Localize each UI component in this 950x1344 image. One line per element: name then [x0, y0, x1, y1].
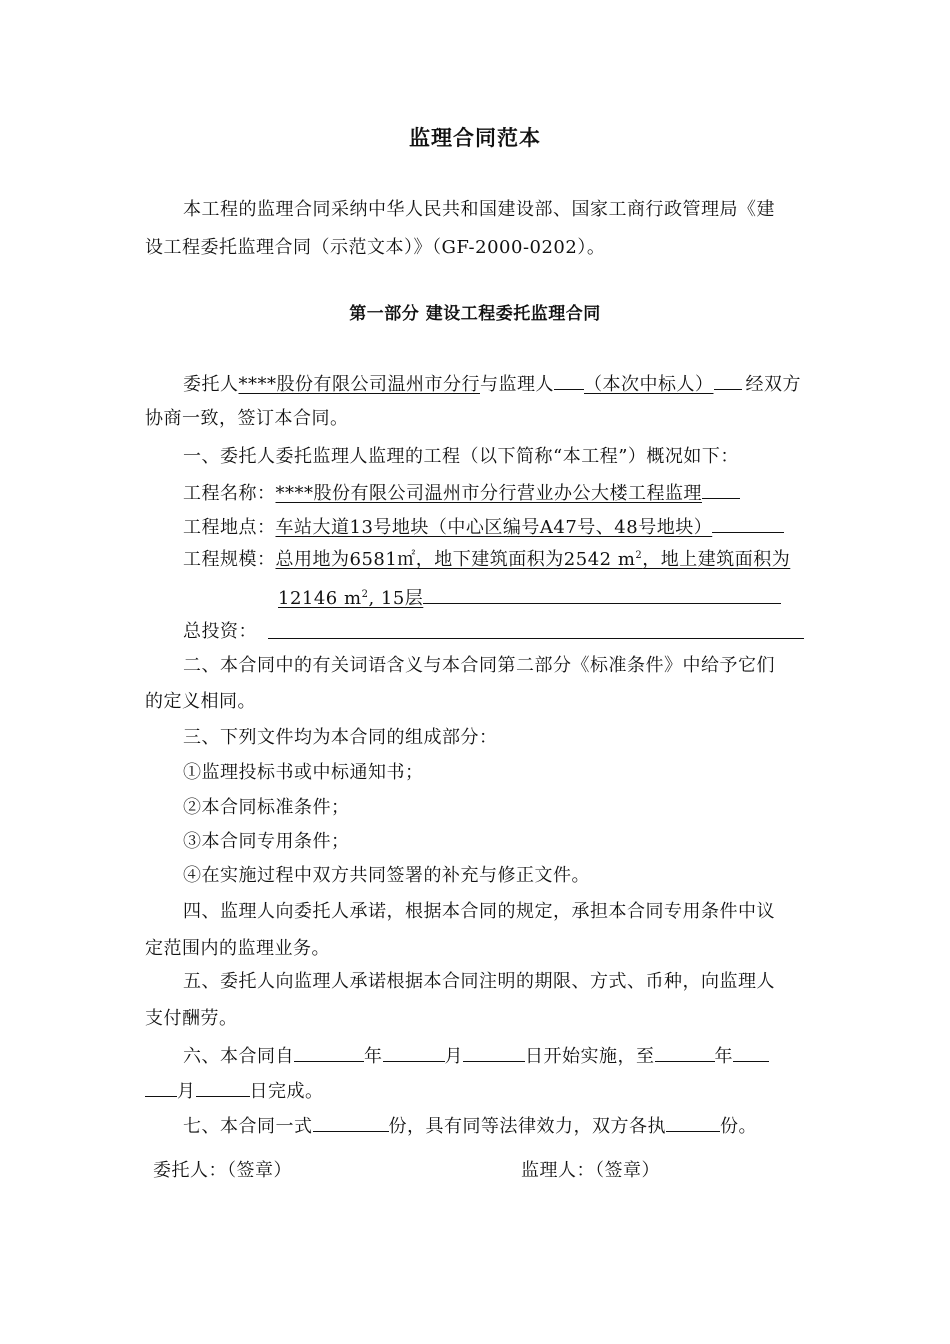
supervisor-blank-left — [554, 371, 584, 390]
clause3-item: ①监理投标书或中标通知书； — [183, 762, 424, 783]
location-label: 工程地点： — [183, 517, 276, 538]
investment-blank — [268, 638, 804, 639]
scale-value-2 — [278, 588, 423, 609]
between-text: 与监理人 — [480, 374, 554, 395]
scale-label: 工程规模： — [183, 549, 276, 570]
document-title: 监理合同范本 — [409, 126, 541, 150]
end-year-blank — [655, 1043, 715, 1062]
clause6-day-end: 日完成。 — [249, 1081, 324, 1102]
supervisor-blank-right — [714, 371, 742, 390]
clause3-item: ②本合同标准条件； — [183, 797, 350, 818]
investment-label: 总投资： — [183, 621, 257, 642]
section-heading: 第一部分 建设工程委托监理合同 — [349, 304, 601, 324]
location-value: 车站大道13号地块（中心区编号A47号、48号地块） — [275, 517, 713, 538]
clause6-line-1 — [183, 1043, 769, 1069]
clause7-suffix: 份。 — [720, 1116, 757, 1137]
end-month-blank-a — [733, 1043, 769, 1062]
clause2-line-2: 的定义相同。 — [145, 691, 256, 712]
scale-blank — [423, 585, 781, 604]
scale-sup-2: 2 — [361, 589, 369, 600]
location-line — [183, 514, 784, 540]
start-day-blank — [463, 1043, 525, 1062]
clause6-prefix: 六、本合同自 — [183, 1046, 294, 1067]
scale-line-1 — [183, 548, 790, 572]
project-name-line — [183, 480, 740, 506]
each-copies-blank — [666, 1113, 720, 1132]
scale-text-2b: , 15层 — [368, 588, 424, 609]
parties-suffix: 经双方 — [745, 374, 801, 395]
scale-sup-1: 2 — [635, 550, 643, 561]
supervisor-signature: 监理人：（签章） — [521, 1160, 660, 1181]
client-name: ****股份有限公司温州市分行 — [238, 374, 480, 395]
client-signature: 委托人：（签章） — [153, 1160, 292, 1181]
clause4-line-1: 四、监理人向委托人承诺，根据本合同的规定，承担本合同专用条件中议 — [183, 901, 775, 922]
clause3-item: ④在实施过程中双方共同签署的补充与修正文件。 — [183, 865, 590, 886]
parties-line-1 — [183, 371, 801, 397]
clause4-line-2: 定范围内的监理业务。 — [145, 938, 330, 959]
clause7-middle: 份，具有同等法律效力，双方各执 — [388, 1116, 666, 1137]
copies-blank — [313, 1113, 389, 1132]
scale-line-2 — [278, 585, 781, 611]
clause7-line — [183, 1113, 757, 1139]
parties-line-2: 协商一致，签订本合同。 — [145, 408, 349, 429]
client-prefix: 委托人 — [183, 374, 239, 395]
clause6-year2: 年 — [714, 1046, 733, 1067]
clause6-month: 月 — [444, 1046, 463, 1067]
clause6-line-2 — [145, 1078, 324, 1104]
clause5-line-2: 支付酬劳。 — [145, 1008, 238, 1029]
clause6-month2: 月 — [177, 1081, 196, 1102]
scale-text-1b: ，地上建筑面积为 — [642, 549, 791, 570]
intro-line-2: 设工程委托监理合同（示范文本）》（GF-2000-0202）。 — [145, 237, 606, 258]
project-name-value: ****股份有限公司温州市分行营业办公大楼工程监理 — [275, 483, 702, 504]
clause1-heading: 一、委托人委托监理人监理的工程（以下简称“本工程”）概况如下： — [183, 446, 739, 467]
project-name-blank — [702, 480, 740, 499]
scale-text-1a: 总用地为6581㎡，地下建筑面积为2542 m — [275, 549, 636, 570]
supervisor-name: （本次中标人） — [584, 374, 714, 395]
clause6-year: 年 — [364, 1046, 383, 1067]
scale-text-2a: 12146 m — [278, 588, 362, 609]
clause2-line-1: 二、本合同中的有关词语含义与本合同第二部分《标准条件》中给予它们 — [183, 655, 775, 676]
clause7-prefix: 七、本合同一式 — [183, 1116, 313, 1137]
clause3-heading: 三、下列文件均为本合同的组成部分： — [183, 727, 498, 748]
start-month-blank — [383, 1043, 445, 1062]
clause5-line-1: 五、委托人向监理人承诺根据本合同注明的期限、方式、币种，向监理人 — [183, 971, 775, 992]
start-year-blank — [294, 1043, 364, 1062]
end-day-blank — [196, 1078, 250, 1097]
end-month-blank-b — [145, 1078, 177, 1097]
scale-value-1 — [276, 549, 791, 570]
intro-line-1: 本工程的监理合同采纳中华人民共和国建设部、国家工商行政管理局《建 — [183, 199, 775, 220]
location-blank — [712, 514, 784, 533]
project-name-label: 工程名称： — [183, 483, 276, 504]
clause3-item: ③本合同专用条件； — [183, 831, 350, 852]
clause6-day-start: 日开始实施，至 — [525, 1046, 655, 1067]
